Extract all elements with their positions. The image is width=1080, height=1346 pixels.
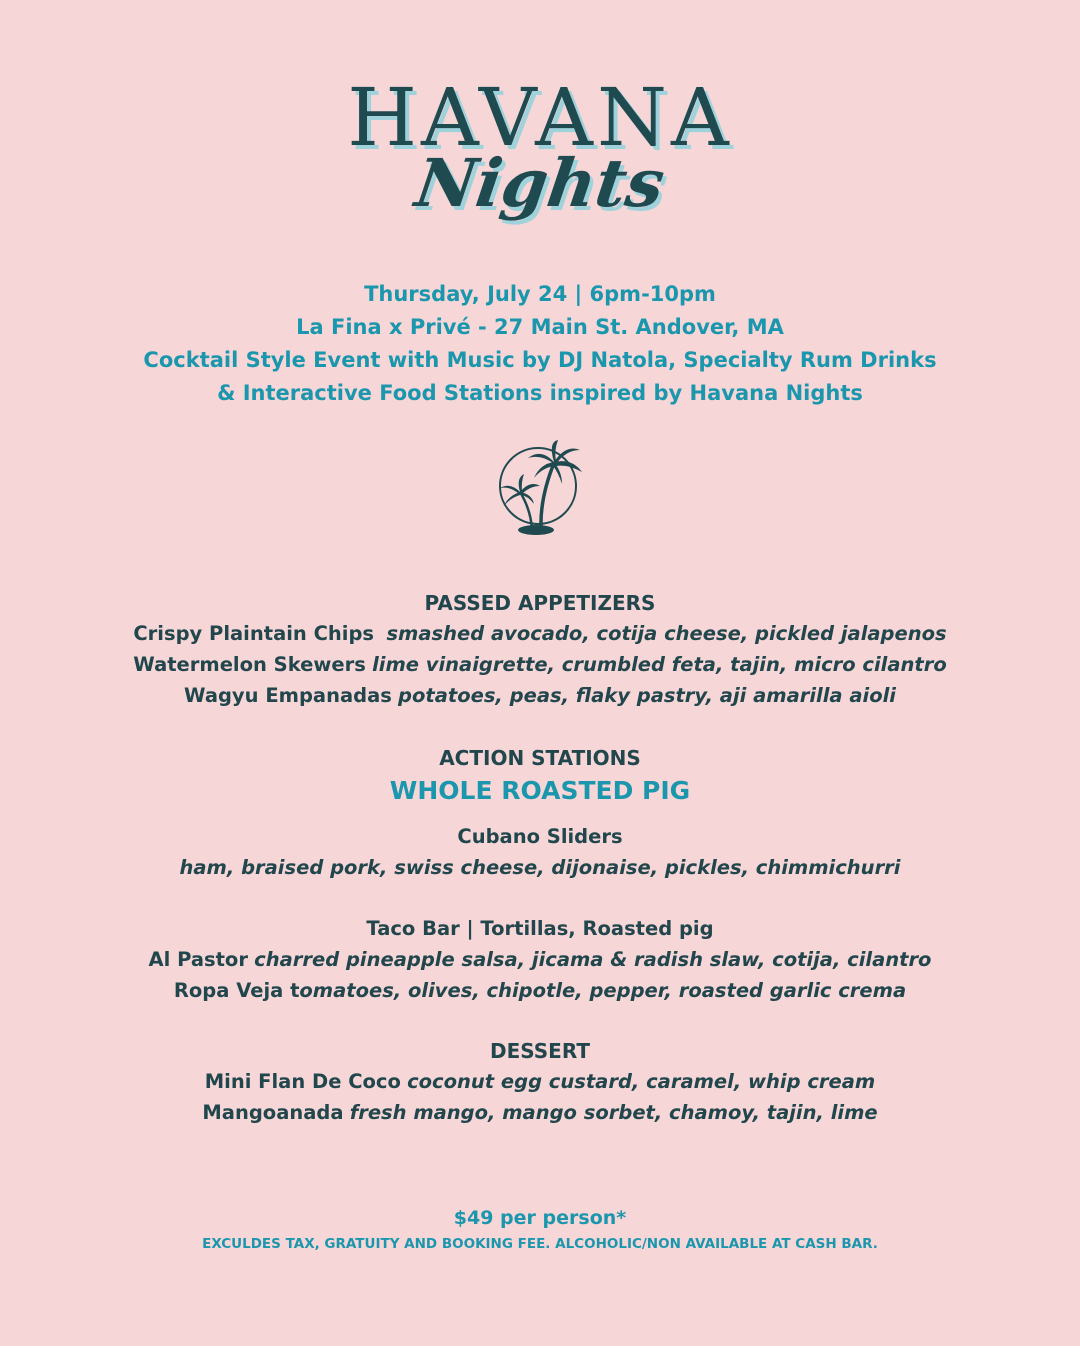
menu-item-name: Ropa Veja t	[173, 979, 300, 1002]
menu-item	[0, 618, 1080, 649]
title-nights: Nights	[410, 144, 670, 222]
menu-item-name: Wagyu Empanadas	[184, 684, 392, 707]
menu-item-name: Mini Flan De Coco	[204, 1070, 401, 1093]
whole-roasted-pig-heading: WHOLE ROASTED PIG	[389, 776, 691, 805]
title-havana: HAVANA	[347, 71, 733, 164]
cubano-sliders-desc: ham, braised pork, swiss cheese, dijonaise, pickles, chimmichurri	[179, 856, 901, 879]
menu-item	[0, 975, 1080, 1006]
event-date-time: Thursday, July 24 | 6pm-10pm	[364, 282, 716, 306]
action-stations-heading: ACTION STATIONS	[439, 746, 641, 770]
menu-item	[0, 944, 1080, 975]
taco-bar-title	[0, 913, 1080, 944]
passed-appetizers-heading: PASSED APPETIZERS	[424, 591, 656, 615]
menu-item-name: Al Pastor	[148, 948, 248, 971]
menu-item-desc: smashed avocado, cotija cheese, pickled jalapenos	[386, 622, 947, 645]
fine-print: EXCULDES TAX, GRATUITY AND BOOKING FEE. ALCOHOLIC/NON AVAILABLE AT CASH BAR.	[202, 1236, 878, 1252]
event-info	[0, 278, 1080, 410]
menu-item-desc: lime vinaigrette, crumbled feta, tajin, micro cilantro	[372, 653, 947, 676]
menu-item-desc: potatoes, peas, flaky pastry, aji amarilla aioli	[398, 684, 896, 707]
event-venue: La Fina x Privé - 27 Main St. Andover, MA	[296, 315, 784, 339]
menu-item-desc: coconut egg custard, caramel, whip cream	[407, 1070, 876, 1093]
menu-item	[0, 1097, 1080, 1128]
menu-item-desc: charred pineapple salsa, jicama & radish slaw, cotija, cilantro	[254, 948, 932, 971]
menu-item	[0, 1066, 1080, 1097]
menu-item	[0, 680, 1080, 711]
event-description-line2: & Interactive Food Stations inspired by Havana Nights	[217, 381, 863, 405]
dessert-heading: DESSERT	[490, 1039, 590, 1063]
cubano-sliders-name: Cubano Sliders	[457, 825, 623, 848]
taco-bar-name: Taco Bar | Tortillas, Roasted pig	[366, 917, 714, 940]
cubano-desc-line	[0, 852, 1080, 883]
menu-item-desc: omatoes, olives, chipotle, pepper, roasted garlic crema	[299, 979, 907, 1002]
event-description-line1: Cocktail Style Event with Music by DJ Natola, Specialty Rum Drinks	[143, 348, 937, 372]
menu	[0, 588, 1080, 1128]
menu-item-desc: fresh mango, mango sorbet, chamoy, tajin, lime	[349, 1101, 878, 1124]
palm-trees-icon	[496, 438, 584, 538]
menu-item-name: Crispy Plaintain Chips	[133, 622, 375, 645]
menu-item	[0, 649, 1080, 680]
price: $49 per person*	[453, 1207, 627, 1229]
menu-item-name: Mangoanada	[202, 1101, 344, 1124]
menu-item-name: Watermelon Skewers	[133, 653, 366, 676]
cubano-title	[0, 821, 1080, 852]
